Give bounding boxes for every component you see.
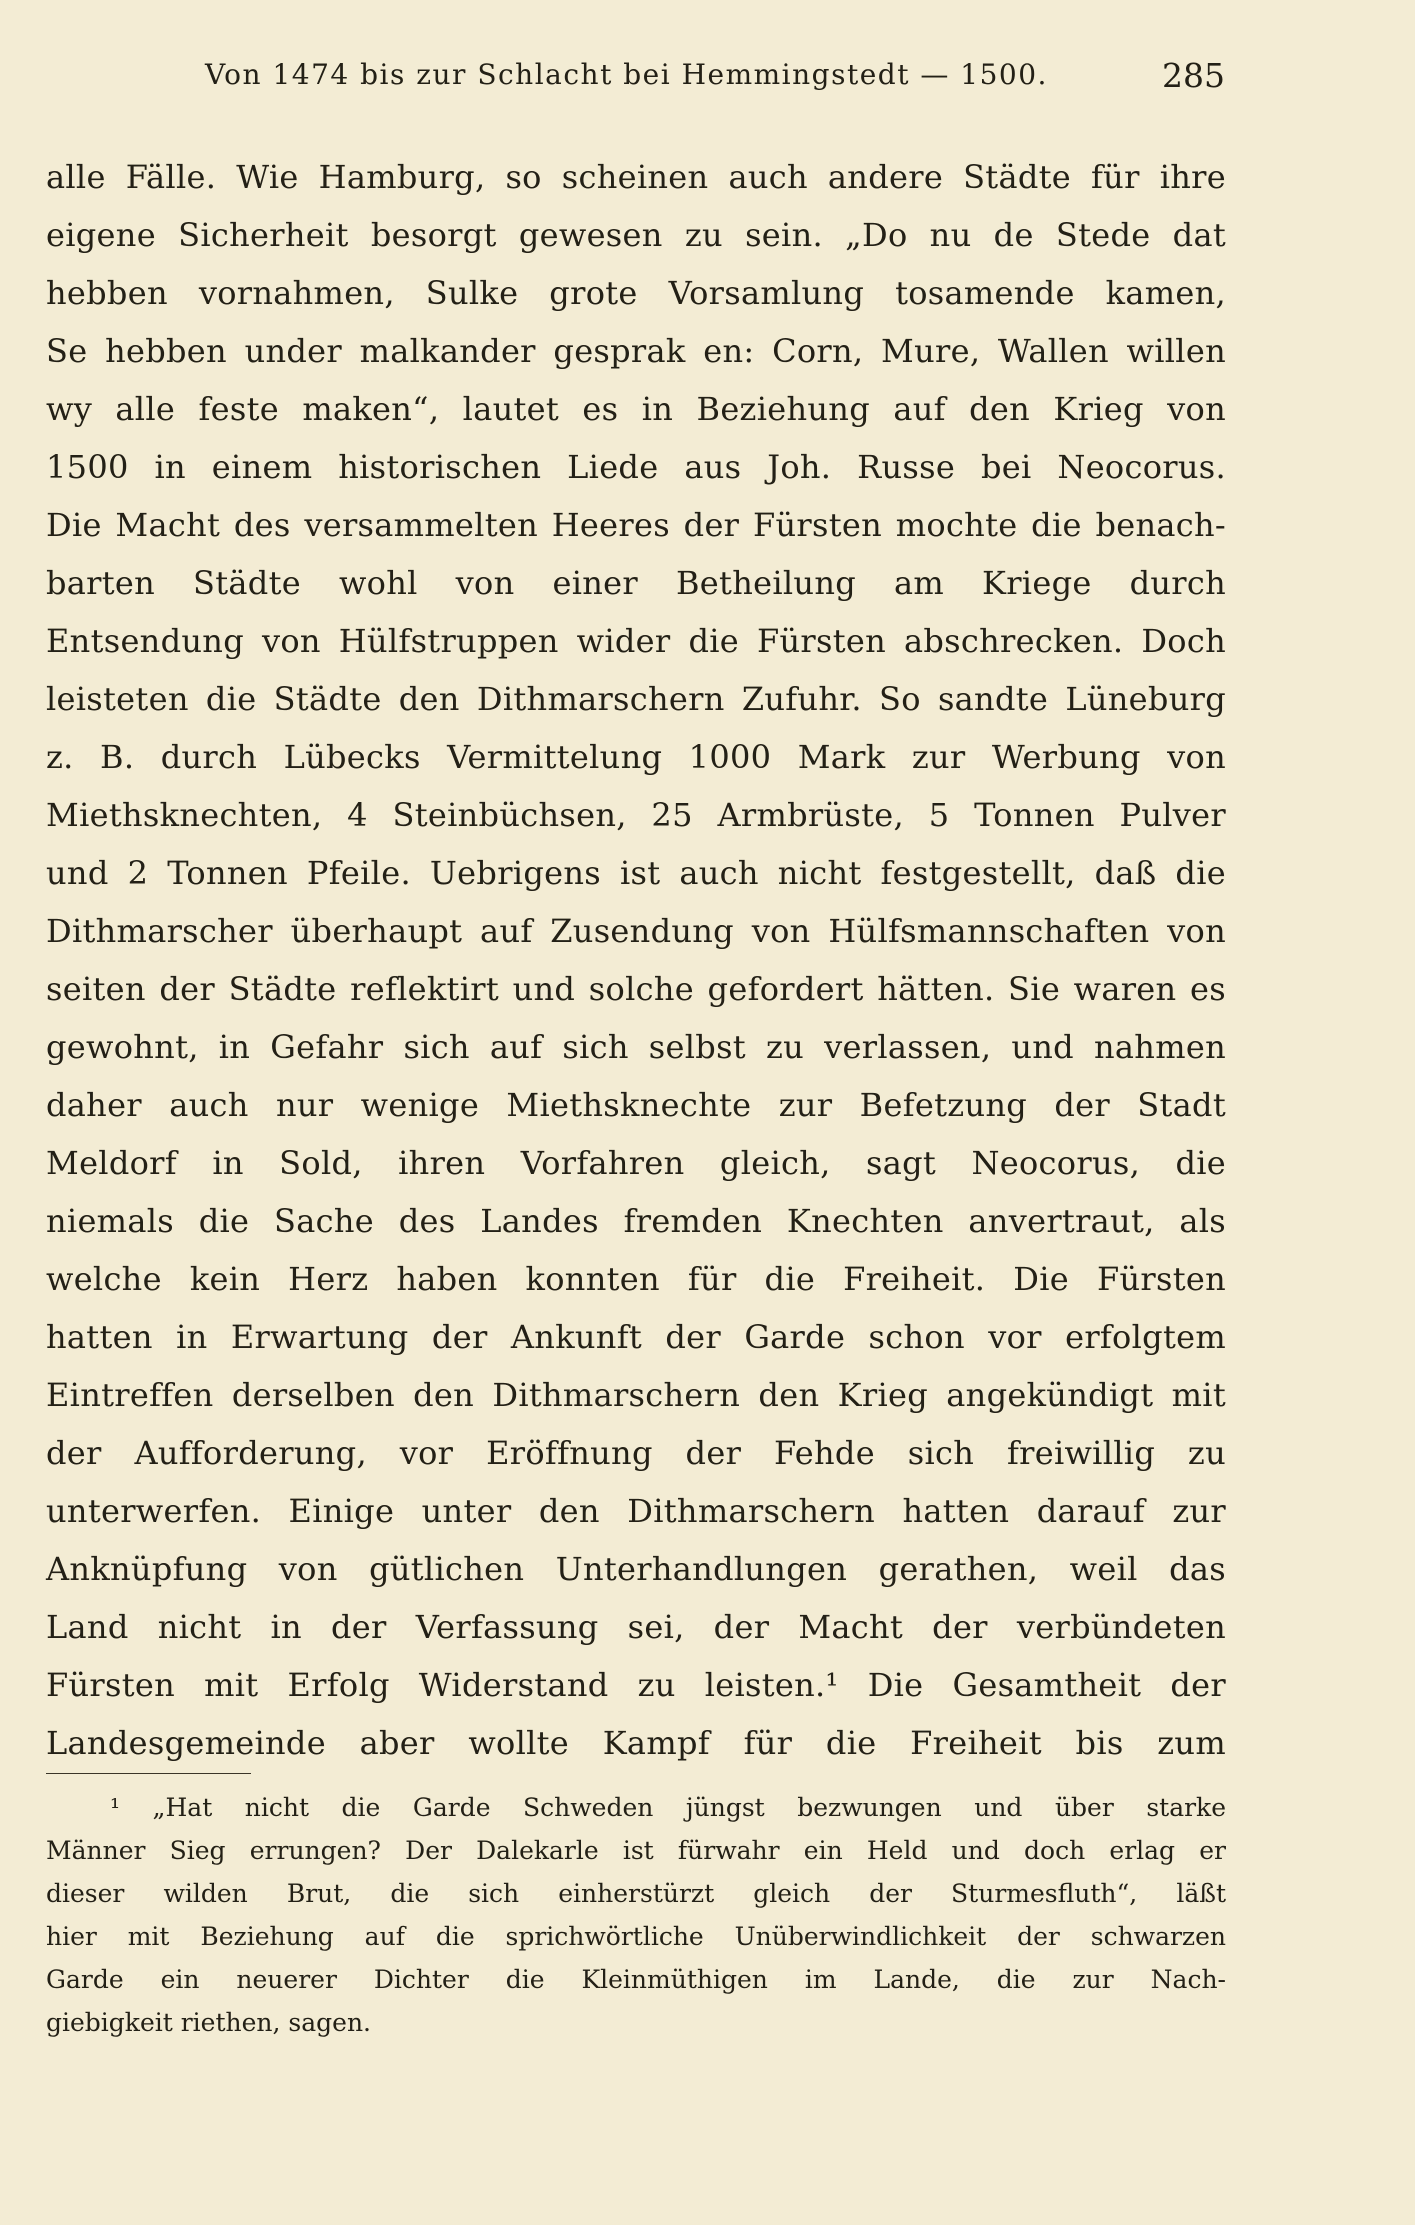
body-line: barten Städte wohl von einer Betheilung am Kriege durch [46,564,1226,602]
footnote-line: dieser wilden Brut, die sich einherstürzt gleich der Sturmesfluth“, läßt [46,1879,1226,1908]
body-line: Meldorf in Sold, ihren Vorfahren gleich, sagt Neocorus, die [46,1144,1226,1182]
running-title: Von 1474 bis zur Schlacht bei Hemmingstedt — 1500. [205,58,1048,91]
body-line: Anknüpfung von gütlichen Unterhandlungen gerathen, weil das [46,1550,1226,1588]
body-line: leisteten die Städte den Dithmarschern Zufuhr. So sandte Lüneburg [46,680,1226,718]
body-line: Dithmarscher überhaupt auf Zusendung von Hülfsmannschaften von [46,912,1226,950]
body-line: Eintreffen derselben den Dithmarschern den Krieg angekündigt mit [46,1376,1226,1414]
body-line: welche kein Herz haben konnten für die Freiheit. Die Fürsten [46,1260,1226,1298]
body-line: wy alle feste maken“, lautet es in Beziehung auf den Krieg von [46,390,1226,428]
body-line: Fürsten mit Erfolg Widerstand zu leisten.¹ Die Gesamtheit der [46,1666,1226,1704]
body-line: eigene Sicherheit besorgt gewesen zu sein. „Do nu de Stede dat [46,216,1226,254]
body-line: 1500 in einem historischen Liede aus Joh. Russe bei Neocorus. [46,448,1226,486]
body-line: seiten der Städte reflektirt und solche gefordert hätten. Sie waren es [46,970,1226,1008]
body-line: der Aufforderung, vor Eröffnung der Fehde sich freiwillig zu [46,1434,1226,1472]
body-line: gewohnt, in Gefahr sich auf sich selbst zu verlassen, und nahmen [46,1028,1226,1066]
body-line: unterwerfen. Einige unter den Dithmarschern hatten darauf zur [46,1492,1226,1530]
footnote [46,1786,1226,2044]
footnote-rule [46,1773,251,1774]
body-line: niemals die Sache des Landes fremden Knechten anvertraut, als [46,1202,1226,1240]
body-line: Entsendung von Hülfstruppen wider die Fürsten abschrecken. Doch [46,622,1226,660]
body-line: Die Macht des versammelten Heeres der Fürsten mochte die benach- [46,506,1226,544]
body-line: Se hebben under malkander gesprak en: Corn, Mure, Wallen willen [46,332,1226,370]
footnote-line: Garde ein neuerer Dichter die Kleinmüthigen im Lande, die zur Nach- [46,1965,1226,1994]
page-header [0,58,1415,108]
page-number: 285 [1162,56,1225,95]
footnote-line: Männer Sieg errungen? Der Dalekarle ist fürwahr ein Held und doch erlag er [46,1836,1226,1865]
body-line: und 2 Tonnen Pfeile. Uebrigens ist auch nicht festgestellt, daß die [46,854,1226,892]
body-line: Land nicht in der Verfassung sei, der Macht der verbündeten [46,1608,1226,1646]
body-line: Landesgemeinde aber wollte Kampf für die Freiheit bis zum [46,1724,1226,1762]
body-line: Miethsknechten, 4 Steinbüchsen, 25 Armbrüste, 5 Tonnen Pulver [46,796,1226,834]
footnote-line: giebigkeit riethen, sagen. [46,2008,371,2037]
body-line: hatten in Erwartung der Ankunft der Garde schon vor erfolgtem [46,1318,1226,1356]
body-line: alle Fälle. Wie Hamburg, so scheinen auch andere Städte für ihre [46,158,1226,196]
body-text [46,148,1226,1772]
body-line: hebben vornahmen, Sulke grote Vorsamlung tosamende kamen, [46,274,1226,312]
body-line: daher auch nur wenige Miethsknechte zur Befetzung der Stadt [46,1086,1226,1124]
footnote-line: ¹ „Hat nicht die Garde Schweden jüngst bezwungen und über starke [110,1793,1226,1822]
body-line: z. B. durch Lübecks Vermittelung 1000 Mark zur Werbung von [46,738,1226,776]
footnote-line: hier mit Beziehung auf die sprichwörtliche Unüberwindlichkeit der schwarzen [46,1922,1226,1951]
